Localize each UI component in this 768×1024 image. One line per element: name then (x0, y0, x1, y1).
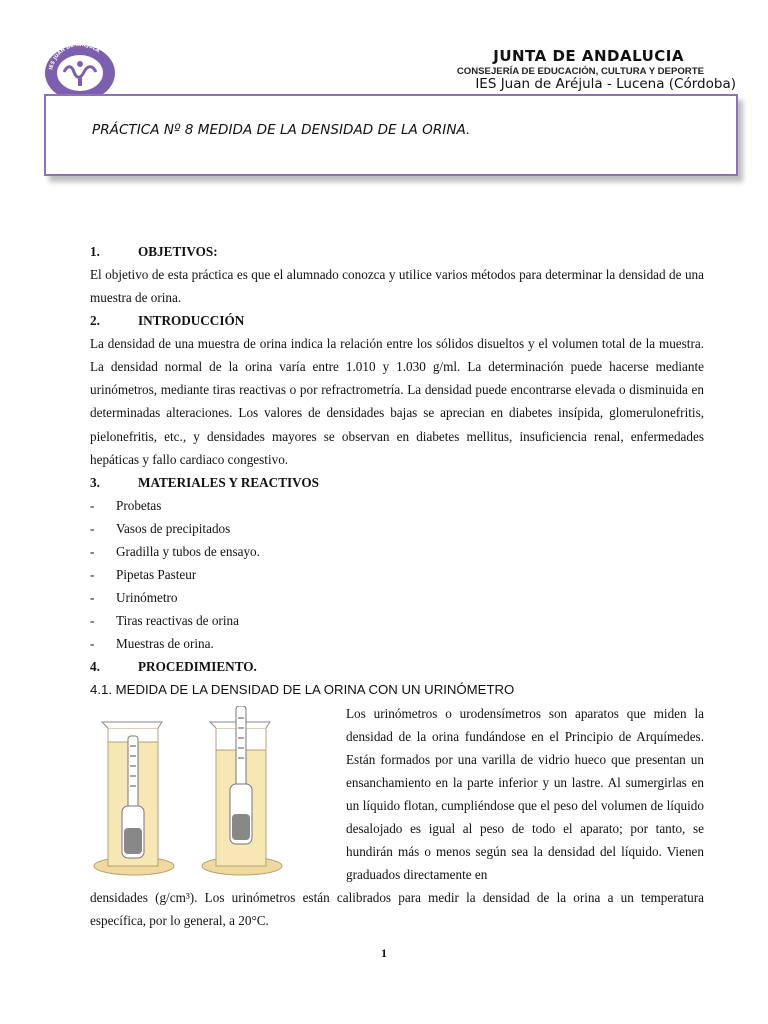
list-item: - Probetas (90, 497, 162, 513)
list-item: - Urinómetro (90, 590, 178, 606)
list-item: - Gradilla y tubos de ensayo. (90, 543, 260, 559)
section-title: INTRODUCCIÓN (138, 313, 245, 329)
introduccion-paragraph: La densidad de una muestra de orina indica la relación entre los sólidos disueltos y el volumen total de la muestra. La densidad normal de la orina varía entre 1.010 y 1.030 g/ml. La determinación puede hacerse mediante urinómetros, mediante tiras reactivas o por refractrometría. La densidad puede encontrarse elevada o disminuida en determinadas alteraciones. Los valores de densidades bajas se aprecian en diabetes insípida, glomerulonefritis, pielonefritis, etc., y densidades mayores se observan en diabetes mellitus, insuficiencia renal, enfermedades hepáticas y fallo cardiaco congestivo. (90, 336, 704, 467)
page-number: 1 (381, 946, 387, 960)
procedure-block (90, 702, 704, 886)
section-title: MATERIALES Y REACTIVOS (138, 474, 319, 490)
objetivos-paragraph: El objetivo de esta práctica es que el alumnado conozca y utilice varios métodos para determinar la densidad de una muestra de orina. (90, 267, 704, 306)
section-title: PROCEDIMIENTO. (138, 659, 257, 675)
section-heading-materiales (90, 471, 704, 494)
section-number: 3. (90, 474, 100, 490)
school-name: IES Juan de Aréjula - Lucena (Córdoba) (475, 76, 736, 92)
section-heading-introduccion (90, 309, 704, 332)
list-item: - Vasos de precipitados (90, 520, 231, 536)
junta-heading: JUNTA DE ANDALUCIA (493, 47, 684, 65)
cylinder-2 (202, 706, 282, 875)
list-item: - Tiras reactivas de orina (90, 613, 239, 629)
conserjeria-heading: CONSEJERÍA DE EDUCACIÓN, CULTURA Y DEPORTE (456, 66, 704, 77)
urinometer-description: Los urinómetros o urodensímetros son aparatos que miden la densidad de la orina fundándose en el Principio de Arquímedes. Están formados por una varilla de vidrio hueco que presentan un ensanchamiento en la parte inferior y un lastre. Al sumergirlas en un líquido flotan, cumpliéndose que el peso del volumen de líquido desalojado es igual al peso de todo el aparato; por tanto, se hundirán más o menos según sea la densidad del líquido. Vienen graduados directamente en (346, 705, 704, 883)
section-number: 4. (90, 659, 100, 675)
page-title: PRÁCTICA Nº 8 MEDIDA DE LA DENSIDAD DE LA ORINA. (92, 122, 471, 138)
urinometer-illustration (90, 706, 290, 884)
section-title: OBJETIVOS: (138, 244, 218, 259)
urinometer-continuation: densidades (g/cm³). Los urinómetros están calibrados para medir la densidad de la orina a un temperatura específica, por lo general, a 20°C. (90, 889, 704, 928)
title-box (44, 94, 738, 176)
section-heading-objetivos (90, 240, 704, 263)
school-logo (42, 42, 118, 102)
section-number: 2. (90, 313, 100, 329)
section-heading-procedimiento (90, 655, 704, 678)
cylinder-1 (94, 722, 174, 875)
procedure-subtitle: 4.1. MEDIDA DE LA DENSIDAD DE LA ORINA CON UN URINÓMETRO (90, 682, 515, 698)
list-item: - Muestras de orina. (90, 636, 214, 652)
list-item: - Pipetas Pasteur (90, 567, 197, 583)
section-number: 1. (90, 244, 100, 259)
materials-list (90, 494, 704, 656)
document-body (90, 240, 704, 932)
logo-text-top: IES JUAN DE ARÉJULA (48, 42, 101, 71)
